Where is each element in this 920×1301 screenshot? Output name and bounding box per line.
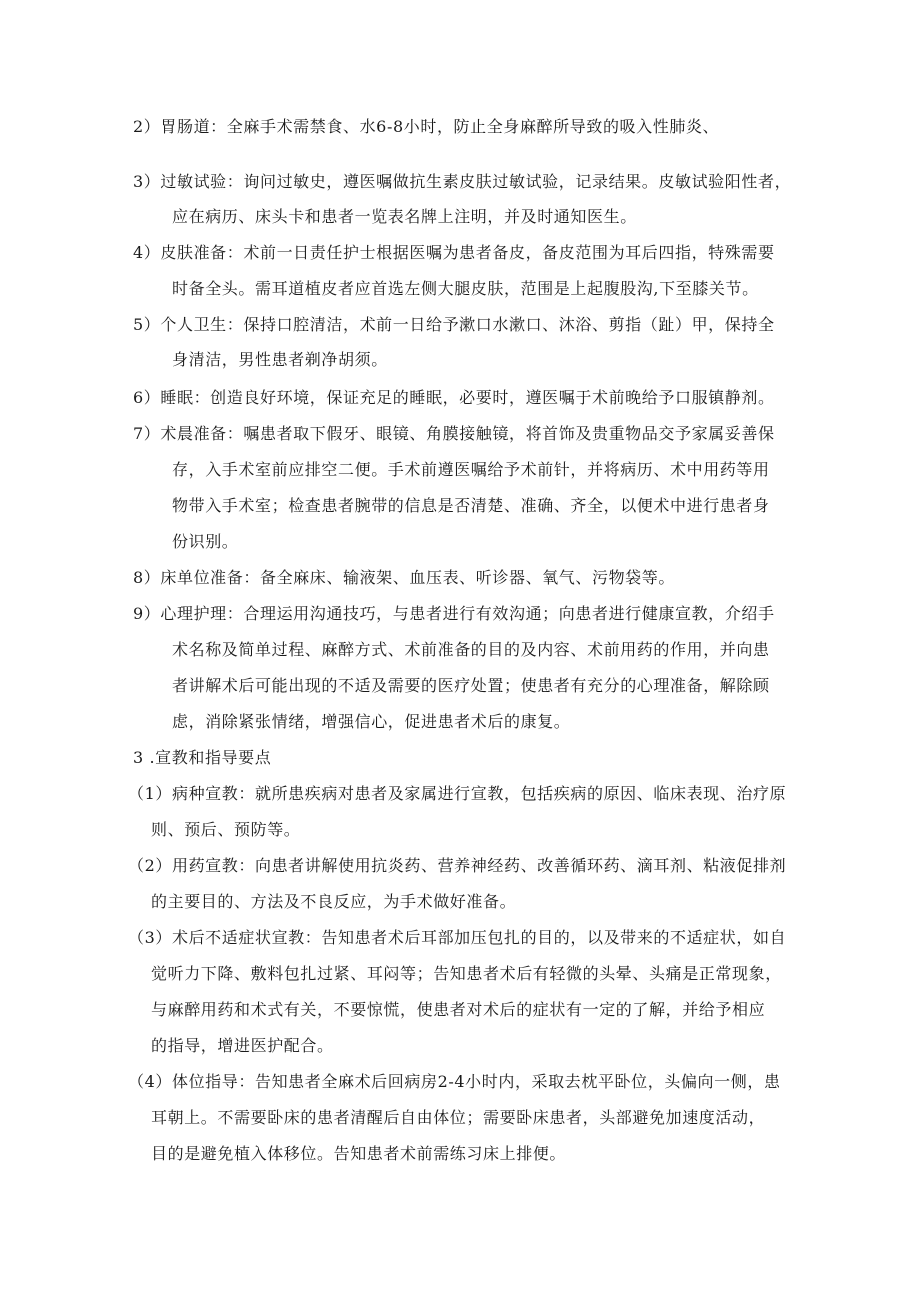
item-5-hygiene: 5）个人卫生：保持口腔清洁，术前一日给予漱口水漱口、沐浴、剪指（趾）甲，保持全 <box>133 315 775 334</box>
item-4-skin-prep: 4）皮肤准备：术前一日责任护士根据医嘱为患者备皮，备皮范围为耳后四指，特殊需要 <box>133 243 775 262</box>
subitem-2-medication-education-cont: 的主要目的、方法及不良反应，为手术做好准备。 <box>151 892 517 911</box>
subitem-3-postop-discomfort-cont-2: 与麻醉用药和术式有关，不要惊慌，使患者对术后的症状有一定的了解，并给予相应 <box>151 1000 766 1019</box>
item-8-bed-prep: 8）床单位准备：备全麻床、输液架、血压表、听诊器、氧气、污物袋等。 <box>133 568 675 587</box>
section-3-heading: 3 .宣教和指导要点 <box>133 748 272 767</box>
item-9-psych-care-cont-2: 者讲解术后可能出现的不适及需要的医疗处置；使患者有充分的心理准备，解除顾 <box>172 676 770 695</box>
subitem-3-postop-discomfort-cont-3: 的指导，增进医护配合。 <box>151 1036 334 1055</box>
item-7-morning-prep-cont-2: 物带入手术室；检查患者腕带的信息是否清楚、准确、齐全，以便术中进行患者身 <box>172 496 770 515</box>
subitem-1-disease-education: （1）病种宣教：就所患疾病对患者及家属进行宣教，包括疾病的原因、临床表现、治疗原 <box>128 784 787 803</box>
subitem-4-position-guidance-cont-2: 目的是避免植入体移位。告知患者术前需练习床上排便。 <box>151 1144 567 1163</box>
item-9-psych-care-cont-1: 术名称及简单过程、麻醉方式、术前准备的目的及内容、术前用药的作用，并向患 <box>172 640 770 659</box>
item-4-skin-prep-cont: 时备全头。需耳道植皮者应首选左侧大腿皮肤，范围是上起腹股沟,下至膝关节。 <box>172 279 759 298</box>
item-9-psych-care-cont-3: 虑，消除紧张情绪，增强信心，促进患者术后的康复。 <box>172 712 571 731</box>
subitem-1-disease-education-cont: 则、预后、预防等。 <box>151 820 301 839</box>
item-5-hygiene-cont: 身清洁，男性患者剃净胡须。 <box>172 350 388 369</box>
item-2-gi-tract: 2）胃肠道：全麻手术需禁食、水6-8小时，防止全身麻醉所导致的吸入性肺炎、 <box>133 117 720 136</box>
subitem-3-postop-discomfort: （3）术后不适症状宣教：告知患者术后耳部加压包扎的目的，以及带来的不适症状，如自 <box>128 928 787 947</box>
item-6-sleep: 6）睡眠：创造良好环境，保证充足的睡眠，必要时，遵医嘱于术前晚给予口服镇静剂。 <box>133 388 775 407</box>
subitem-4-position-guidance: （4）体位指导：告知患者全麻术后回病房2-4小时内，采取去枕平卧位，头偏向一侧，患 <box>128 1072 781 1091</box>
item-7-morning-prep-cont-3: 份识别。 <box>172 532 239 551</box>
subitem-4-position-guidance-cont-1: 耳朝上。不需要卧床的患者清醒后自由体位；需要卧床患者，头部避免加速度活动， <box>151 1108 766 1127</box>
subitem-3-postop-discomfort-cont-1: 觉听力下降、敷料包扎过紧、耳闷等；告知患者术后有轻微的头晕、头痛是正常现象， <box>151 964 782 983</box>
item-7-morning-prep-cont-1: 存，入手术室前应排空二便。手术前遵医嘱给予术前针，并将病历、术中用药等用 <box>172 460 770 479</box>
item-3-allergy-test-cont: 应在病历、床头卡和患者一览表名牌上注明，并及时通知医生。 <box>172 207 637 226</box>
item-7-morning-prep: 7）术晨准备：嘱患者取下假牙、眼镜、角膜接触镜，将首饰及贵重物品交予家属妥善保 <box>133 424 775 443</box>
subitem-2-medication-education: （2）用药宣教：向患者讲解使用抗炎药、营养神经药、改善循环药、滴耳剂、粘液促排剂 <box>128 856 787 875</box>
item-3-allergy-test: 3）过敏试验：询问过敏史，遵医嘱做抗生素皮肤过敏试验，记录结果。皮敏试验阳性者， <box>133 172 792 191</box>
item-9-psych-care: 9）心理护理：合理运用沟通技巧，与患者进行有效沟通；向患者进行健康宣教，介绍手 <box>133 604 775 623</box>
